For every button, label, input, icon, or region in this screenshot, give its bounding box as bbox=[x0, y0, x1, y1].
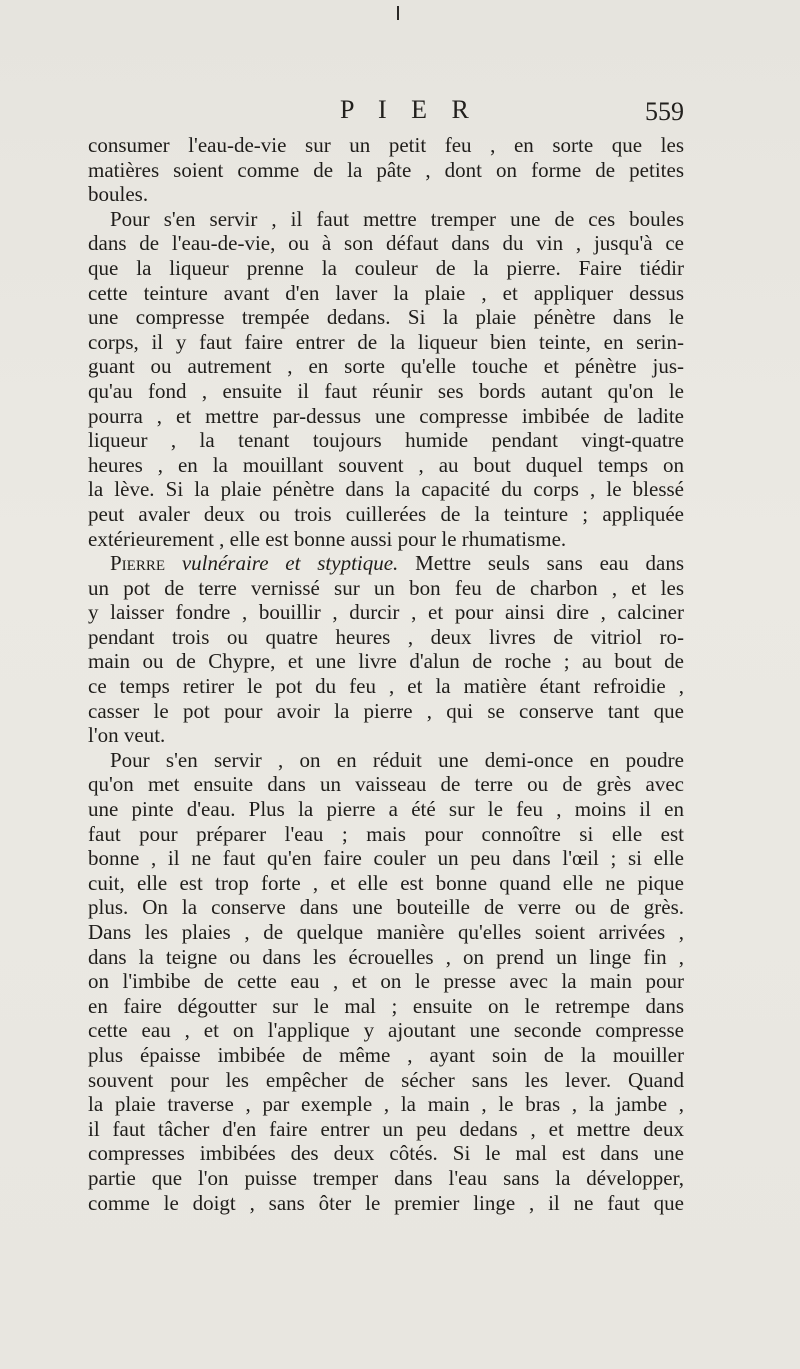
page-number: 559 bbox=[645, 97, 684, 126]
entry-text: Mettre seuls sans eau dans bbox=[398, 551, 685, 576]
running-head: P I E R bbox=[340, 95, 478, 124]
text-line: guant ou autrement , en sorte qu'elle touche et pénètre jus- bbox=[88, 354, 684, 379]
text-line: Dans les plaies , de quelque manière qu'elles soient arrivées , bbox=[88, 920, 684, 944]
text-line: la plaie traverse , par exemple , la main , le bras , la jambe , bbox=[88, 1092, 684, 1117]
text-line: matières soient comme de la pâte , dont on forme de petites bbox=[88, 157, 684, 182]
text-line: partie que l'on puisse tremper dans l'eau sans la développer, bbox=[88, 1165, 684, 1190]
text-line: cette teinture avant d'en laver la plaie , et appliquer dessus bbox=[88, 280, 684, 305]
text-line: cuit, elle est trop forte , et elle est bonne quand elle ne pique bbox=[88, 870, 684, 895]
text-line: consumer l'eau-de-vie sur un petit feu , en sorte que les bbox=[88, 133, 684, 157]
text-line: l'on veut. bbox=[88, 723, 166, 748]
text-line: un pot de terre vernissé sur un bon feu de charbon , et les bbox=[88, 575, 684, 600]
entry-headword: Pierre bbox=[110, 551, 166, 576]
page-header bbox=[88, 95, 684, 129]
text-line: casser le pot pour avoir la pierre , qui se conserve tant que bbox=[88, 698, 684, 723]
text-line: qu'on met ensuite dans un vaisseau de terre ou de grès avec bbox=[88, 772, 684, 797]
text-line: heures , en la mouillant souvent , au bout duquel temps on bbox=[88, 452, 684, 477]
text-line: en faire dégoutter sur le mal ; ensuite on le retrempe dans bbox=[88, 993, 684, 1018]
page-edge-mark bbox=[397, 6, 399, 20]
text-line: corps, il y faut faire entrer de la liqueur bien teinte, en serin- bbox=[88, 329, 684, 354]
body-text bbox=[88, 133, 684, 1215]
text-line: peut avaler deux ou trois cuillerées de la teinture ; appliquée bbox=[88, 501, 684, 526]
text-line: plus. On la conserve dans une bouteille de verre ou de grès. bbox=[88, 895, 684, 920]
text-line: pourra , et mettre par-dessus une compresse imbibée de ladite bbox=[88, 403, 684, 428]
text-line: on l'imbibe de cette eau , et on le presse avec la main pour bbox=[88, 969, 684, 994]
text-line: souvent pour les empêcher de sécher sans les lever. Quand bbox=[88, 1067, 684, 1092]
text-line: bonne , il ne faut qu'en faire couler un peu dans l'œil ; si elle bbox=[88, 846, 684, 871]
text-line: extérieurement , elle est bonne aussi pour le rhumatisme. bbox=[88, 526, 567, 551]
text-line: comme le doigt , sans ôter le premier linge , il ne faut que bbox=[88, 1190, 684, 1215]
text-line: compresses imbibées des deux côtés. Si le mal est dans une bbox=[88, 1141, 684, 1166]
text-line: ce temps retirer le pot du feu , et la matière étant refroidie , bbox=[88, 674, 684, 699]
text-line: faut pour préparer l'eau ; mais pour connoître si elle est bbox=[88, 821, 684, 846]
text-line: cette eau , et on l'applique y ajoutant une seconde compresse bbox=[88, 1018, 684, 1043]
entry-title: vulnéraire et styptique. bbox=[181, 551, 399, 576]
text-line: une compresse trempée dedans. Si la plaie pénètre dans le bbox=[88, 305, 684, 330]
text-line: plus épaisse imbibée de même , ayant soin de la mouiller bbox=[88, 1042, 684, 1067]
text-line: que la liqueur prenne la couleur de la pierre. Faire tiédir bbox=[88, 255, 684, 280]
text-line: boules. bbox=[88, 182, 149, 207]
text-line: pendant trois ou quatre heures , deux livres de vitriol ro- bbox=[88, 624, 684, 649]
text-line: une pinte d'eau. Plus la pierre a été sur le feu , moins il en bbox=[88, 797, 684, 822]
entry-line bbox=[88, 551, 684, 576]
text-line: Pour s'en servir , on en réduit une demi-once en poudre bbox=[110, 747, 684, 772]
text-line: dans de l'eau-de-vie, ou à son défaut dans du vin , jusqu'à ce bbox=[88, 231, 684, 256]
text-line: dans la teigne ou dans les écrouelles , on prend un linge fin , bbox=[88, 944, 684, 969]
text-line: la lève. Si la plaie pénètre dans la capacité du corps , le blessé bbox=[88, 477, 684, 502]
text-line: main ou de Chypre, et une livre d'alun de roche ; au bout de bbox=[88, 649, 684, 674]
text-line: y laisser fondre , bouillir , durcir , et pour ainsi dire , calciner bbox=[88, 600, 684, 625]
text-line: Pour s'en servir , il faut mettre tremper une de ces boules bbox=[110, 206, 684, 231]
text-line: il faut tâcher d'en faire entrer un peu dedans , et mettre deux bbox=[88, 1116, 684, 1141]
text-line: liqueur , la tenant toujours humide pendant vingt-quatre bbox=[88, 428, 684, 453]
text-line: qu'au fond , ensuite il faut réunir ses bords autant qu'on le bbox=[88, 378, 684, 403]
